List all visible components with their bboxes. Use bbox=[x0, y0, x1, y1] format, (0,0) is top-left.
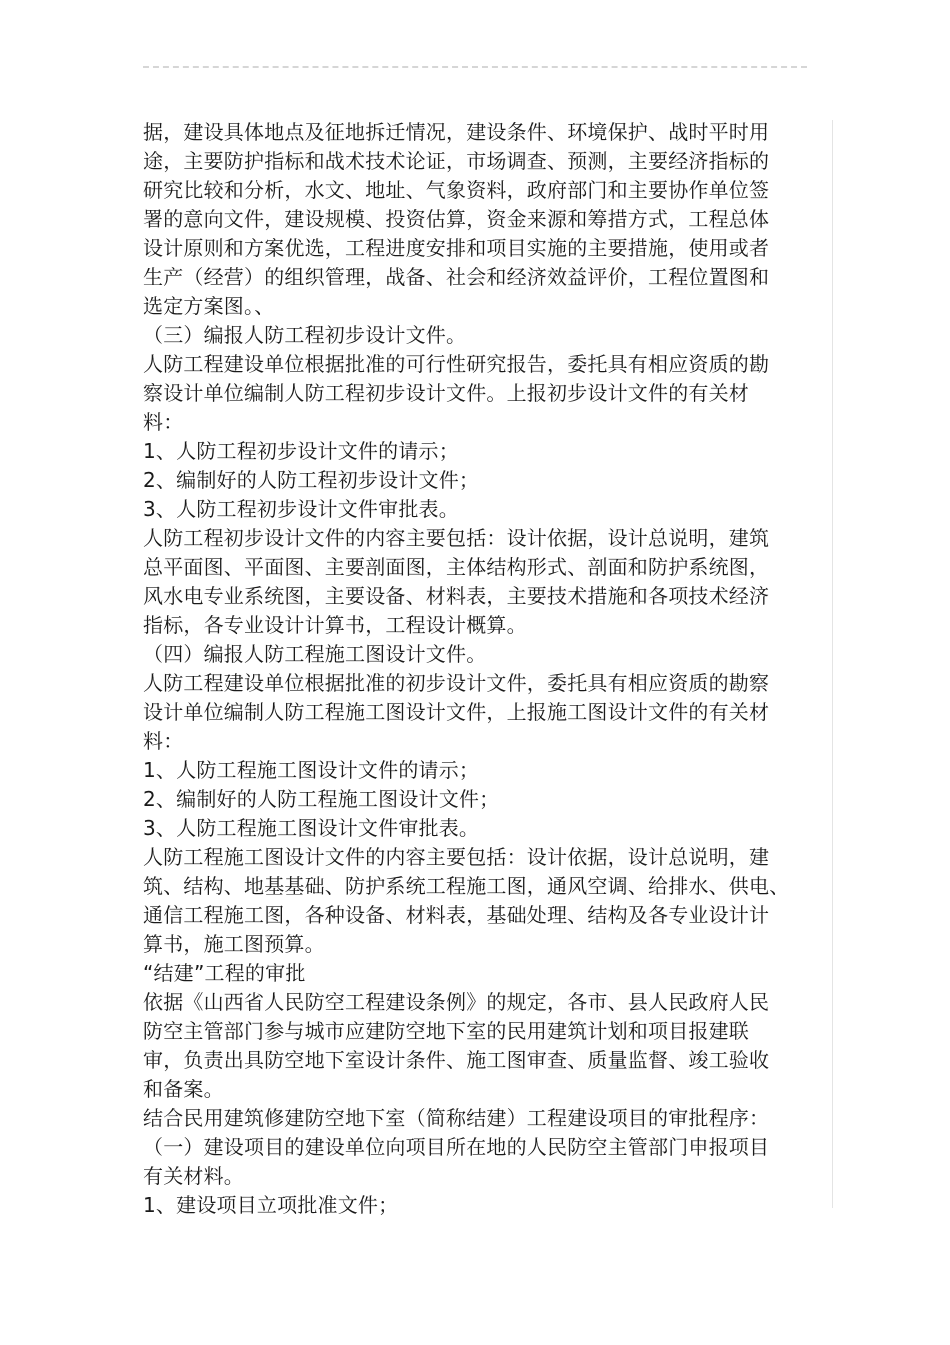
text-line: 筑、结构、地基基础、防护系统工程施工图，通风空调、给排水、供电、 bbox=[143, 874, 790, 898]
list-item: 2、编制好的人防工程施工图设计文件； bbox=[143, 787, 500, 811]
text-line: 途，主要防护指标和战术技术论证，市场调查、预测，主要经济指标的 bbox=[143, 149, 770, 173]
text-line: 总平面图、平面图、主要剖面图，主体结构形式、剖面和防护系统图， bbox=[143, 555, 770, 579]
list-item: 3、人防工程施工图设计文件审批表。 bbox=[143, 816, 480, 840]
text-line: 防空主管部门参与城市应建防空地下室的民用建筑计划和项目报建联 bbox=[143, 1019, 749, 1043]
section-heading: （三）编报人防工程初步设计文件。 bbox=[143, 323, 467, 347]
text-line: 人防工程建设单位根据批准的可行性研究报告，委托具有相应资质的勘 bbox=[143, 352, 770, 376]
text-line: 指标，各专业设计计算书，工程设计概算。 bbox=[143, 613, 527, 637]
list-item: 3、人防工程初步设计文件审批表。 bbox=[143, 497, 459, 521]
text-line: 风水电专业系统图，主要设备、材料表，主要技术措施和各项技术经济 bbox=[143, 584, 770, 608]
section-heading: “结建”工程的审批 bbox=[143, 961, 306, 985]
document-body bbox=[143, 118, 815, 1220]
list-item: 2、编制好的人防工程初步设计文件； bbox=[143, 468, 480, 492]
list-item: 1、人防工程初步设计文件的请示； bbox=[143, 439, 459, 463]
text-line: 算书，施工图预算。 bbox=[143, 932, 325, 956]
page-right-border bbox=[832, 120, 833, 1208]
text-line: 设计单位编制人防工程施工图设计文件，上报施工图设计文件的有关材 bbox=[143, 700, 770, 724]
text-line: 人防工程初步设计文件的内容主要包括：设计依据，设计总说明，建筑 bbox=[143, 526, 770, 550]
text-line: 人防工程建设单位根据批准的初步设计文件，委托具有相应资质的勘察 bbox=[143, 671, 770, 695]
text-line: 生产（经营）的组织管理，战备、社会和经济效益评价，工程位置图和 bbox=[143, 265, 770, 289]
section-heading: （四）编报人防工程施工图设计文件。 bbox=[143, 642, 487, 666]
text-line: 依据《山西省人民防空工程建设条例》的规定，各市、县人民政府人民 bbox=[143, 990, 770, 1014]
text-line: 有关材料。 bbox=[143, 1164, 244, 1188]
list-item: 1、人防工程施工图设计文件的请示； bbox=[143, 758, 480, 782]
text-line: 署的意向文件，建设规模、投资估算，资金来源和筹措方式，工程总体 bbox=[143, 207, 770, 231]
text-line: 料： bbox=[143, 729, 184, 753]
text-line: 选定方案图。、 bbox=[143, 294, 275, 318]
text-line: 人防工程施工图设计文件的内容主要包括：设计依据，设计总说明，建 bbox=[143, 845, 770, 869]
text-line: 察设计单位编制人防工程初步设计文件。上报初步设计文件的有关材 bbox=[143, 381, 749, 405]
text-line: 和备案。 bbox=[143, 1077, 224, 1101]
list-item: 1、建设项目立项批准文件； bbox=[143, 1193, 399, 1217]
text-line: 通信工程施工图，各种设备、材料表，基础处理、结构及各专业设计计 bbox=[143, 903, 770, 927]
text-line: 设计原则和方案优选，工程进度安排和项目实施的主要措施，使用或者 bbox=[143, 236, 770, 260]
text-line: 料： bbox=[143, 410, 184, 434]
text-line: 研究比较和分析，水文、地址、气象资料，政府部门和主要协作单位签 bbox=[143, 178, 770, 202]
header-dashed-rule bbox=[143, 66, 807, 68]
text-line: 结合民用建筑修建防空地下室（简称结建）工程建设项目的审批程序： bbox=[143, 1106, 770, 1130]
section-heading: （一）建设项目的建设单位向项目所在地的人民防空主管部门申报项目 bbox=[143, 1135, 770, 1159]
text-line: 审，负责出具防空地下室设计条件、施工图审查、质量监督、竣工验收 bbox=[143, 1048, 770, 1072]
text-line: 据，建设具体地点及征地拆迁情况，建设条件、环境保护、战时平时用 bbox=[143, 120, 770, 144]
